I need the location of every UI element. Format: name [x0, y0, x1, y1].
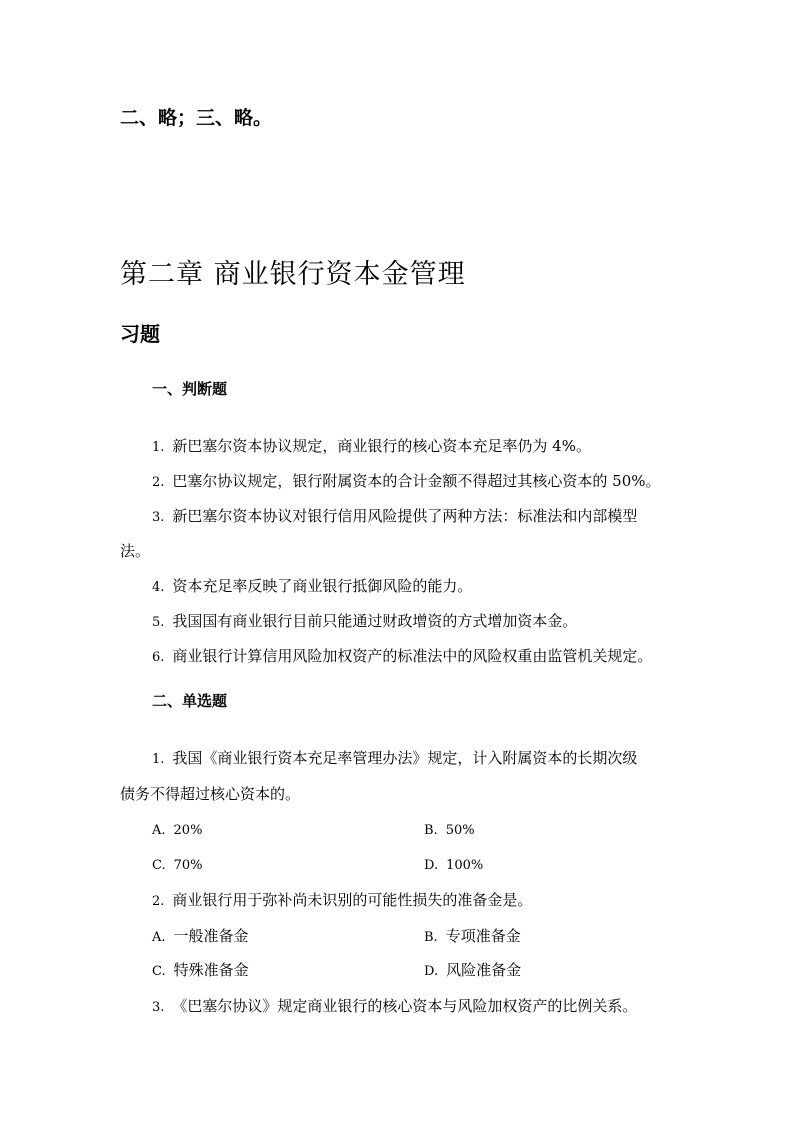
item-text: 巴塞尔协议规定，银行附属资本的合计金额不得超过其核心资本的 50%。: [172, 472, 661, 490]
item-text: 新巴塞尔资本协议规定，商业银行的核心资本充足率仍为 4%。: [172, 437, 591, 455]
option-label: B.: [424, 823, 438, 838]
question: [152, 747, 637, 768]
list-item: [152, 505, 637, 526]
item-number: 2.: [152, 475, 165, 490]
item-number: 6.: [152, 650, 165, 665]
option-a: [152, 820, 202, 838]
option-b: [424, 820, 475, 838]
option-text: 专项准备金: [445, 927, 521, 945]
item-text: 新巴塞尔资本协议对银行信用风险提供了两种方法：标准法和内部模型: [172, 507, 638, 525]
option-text: 50%: [445, 823, 475, 838]
section-title-single-choice: 二、单选题: [152, 692, 228, 710]
item-number: 5.: [152, 615, 165, 630]
option-text: 100%: [446, 858, 484, 873]
item-text: 我国国有商业银行目前只能通过财政增资的方式增加资本金。: [172, 612, 578, 630]
question-continuation: 债务不得超过核心资本的。: [120, 785, 301, 803]
list-item: [152, 575, 472, 596]
option-text: 20%: [173, 823, 203, 838]
question: [152, 889, 532, 910]
list-item: [152, 435, 591, 456]
item-number: 1.: [152, 440, 165, 455]
item-number: 4.: [152, 580, 165, 595]
option-label: C.: [152, 964, 166, 979]
chapter-title: 第二章 商业银行资本金管理: [120, 259, 466, 290]
option-label: A.: [152, 930, 166, 945]
option-c: [152, 959, 249, 980]
option-text: 风险准备金: [446, 961, 522, 979]
header-line: 二、略；三、略。: [120, 107, 273, 129]
option-d: [424, 959, 521, 980]
option-text: 一般准备金: [173, 927, 249, 945]
option-label: D.: [424, 858, 439, 873]
exercises-title: 习题: [120, 322, 160, 346]
item-continuation: 法。: [120, 542, 151, 560]
option-a: [152, 925, 249, 946]
option-text: 70%: [173, 858, 203, 873]
item-text: 商业银行计算信用风险加权资产的标准法中的风险权重由监管机关规定。: [172, 647, 653, 665]
option-label: B.: [424, 930, 438, 945]
list-item: [152, 645, 652, 666]
list-item: [152, 470, 661, 491]
section-title-true-false: 一、判断题: [152, 380, 228, 398]
list-item: [152, 610, 577, 631]
question-number: 1.: [152, 752, 165, 767]
item-number: 3.: [152, 510, 165, 525]
option-text: 特殊准备金: [173, 961, 249, 979]
option-label: D.: [424, 964, 439, 979]
option-c: [152, 855, 203, 873]
question-text: 我国《商业银行资本充足率管理办法》规定，计入附属资本的长期次级: [172, 749, 638, 767]
question: [152, 995, 637, 1016]
item-text: 资本充足率反映了商业银行抵御风险的能力。: [172, 577, 473, 595]
option-label: A.: [152, 823, 166, 838]
option-b: [424, 925, 521, 946]
question-number: 2.: [152, 894, 165, 909]
question-number: 3.: [152, 1000, 165, 1015]
option-label: C.: [152, 858, 166, 873]
option-d: [424, 855, 483, 873]
question-text: 商业银行用于弥补尚未识别的可能性损失的准备金是。: [172, 891, 533, 909]
question-text: 《巴塞尔协议》规定商业银行的核心资本与风险加权资产的比例关系。: [172, 997, 638, 1015]
